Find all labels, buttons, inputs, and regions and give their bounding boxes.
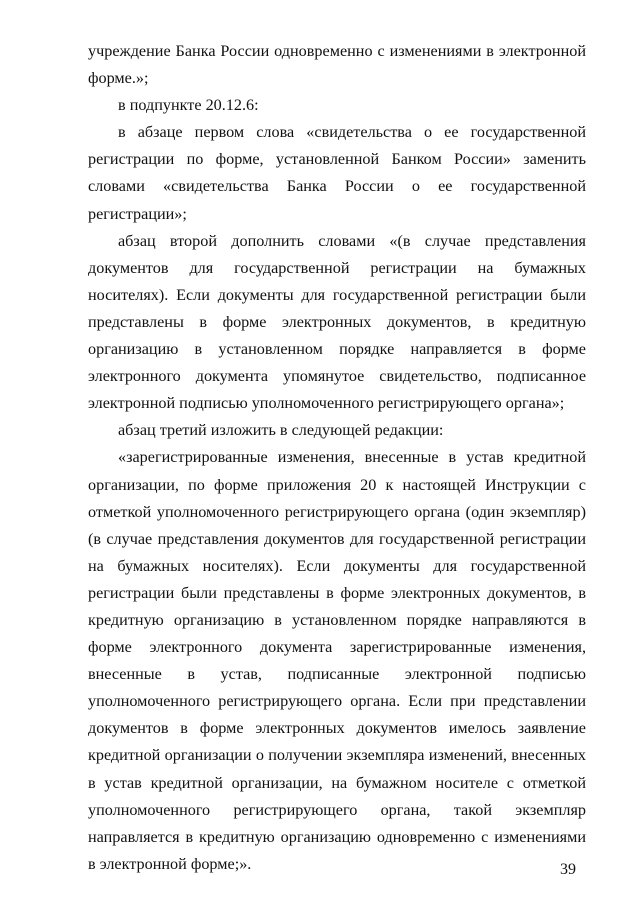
paragraph-third-abzac: абзац третий изложить в следующей редакции: (118, 421, 444, 440)
paragraph-subpoint: в подпункте 20.12.6: (118, 96, 259, 115)
paragraph-first-abzac: в абзаце первом слова «свидетельства о ее государственной регистрации по форме, установленной Банком России» заменить словами «свидетельства Банка России о ее государственной регистрации»; (88, 123, 586, 223)
paragraph-new-wording: «зарегистрированные изменения, внесенные в устав кредитной организации, по форме приложения 20 к настоящей Инструкции с отметкой уполномоченного регистрирующего органа (один экземпляр) (в случае представления документов для государственной регистрации на бумажных носителях). Если документы для государственной регистрации были представлены в форме электронных документов, в кредитную организацию в установленном порядке направляются в форме электронного документа зарегистрированные изменения, внесенные в устав, подписанные электронной подписью уполномоченного регистрирующего органа. Если при представлении документов в форме электронных документов имелось заявление кредитной организации о получении экземпляра изменений, внесенных в устав кредитной организации, на бумажном носителе с отметкой уполномоченного регистрирующего органа, такой экземпляр направляется в кредитную организацию одновременно с изменениями в электронной форме;». (88, 448, 586, 873)
paragraph-second-abzac: абзац второй дополнить словами «(в случае представления документов для государственной регистрации на бумажных носителях). Если документы для государственной регистрации были представлены в форме электронных документов, в кредитную организацию в установленном порядке направляется в форме электронного документа упомянутое свидетельство, подписанное электронной подписью уполномоченного регистрирующего органа»; (88, 231, 586, 413)
page-number: 39 (560, 861, 576, 878)
paragraph-continuation: учреждение Банка России одновременно с изменениями в электронной форме.»; (88, 42, 586, 88)
document-body (88, 38, 586, 878)
